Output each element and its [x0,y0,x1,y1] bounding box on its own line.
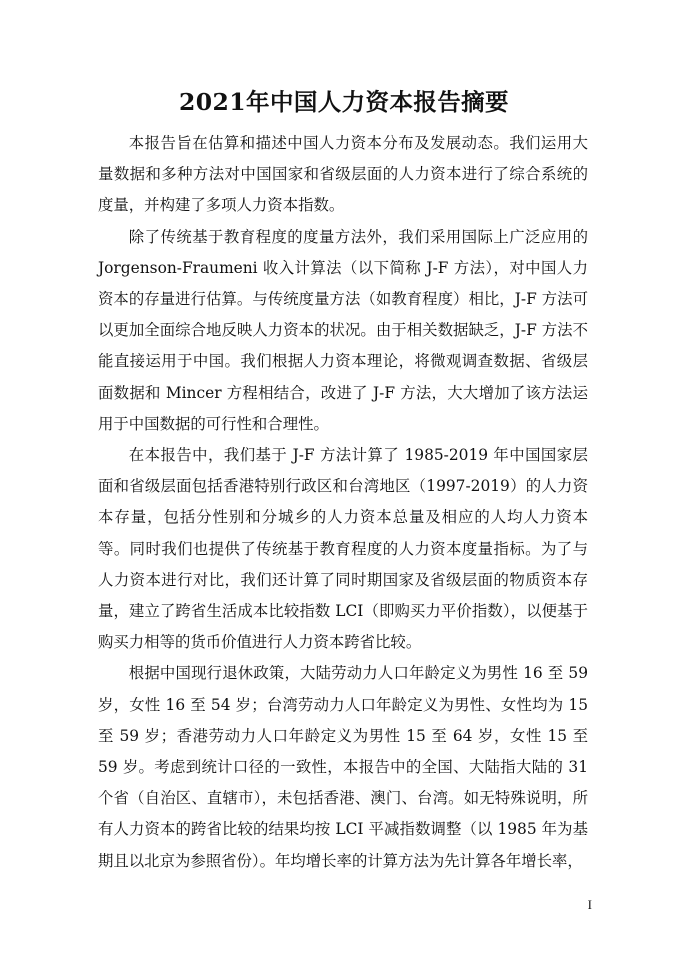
document-body [98,128,588,877]
paragraph-definitions: 根据中国现行退休政策，大陆劳动力人口年龄定义为男性 16 至 59 岁，女性 16 至 54 岁；台湾劳动力人口年龄定义为男性、女性均为 15 至 59 岁；香港劳动力人口年龄定义为男性 15 至 64 岁，女性 15 至 59 岁。考虑到统计口径的一致性，本报告中的全国、大陆指大陆的 31 个省（自治区、直辖市），未包括香港、澳门、台湾。如无特殊说明，所有人力资本的跨省比较的结果均按 LCI 平减指数调整（以 1985 年为基期且以北京为参照省份）。年均增长率的计算方法为先计算各年增长率， [98,664,588,870]
document-title: 2021年中国人力资本报告摘要 [179,88,509,116]
paragraph-purpose: 本报告旨在估算和描述中国人力资本分布及发展动态。我们运用大量数据和多种方法对中国国家和省级层面的人力资本进行了综合系统的度量，并构建了多项人力资本指数。 [98,134,588,215]
paragraph-method: 除了传统基于教育程度的度量方法外，我们采用国际上广泛应用的 Jorgenson-Fraumeni 收入计算法（以下简称 J-F 方法），对中国人力资本的存量进行估算。与传统度量方法（如教育程度）相比，J-F 方法可以更加全面综合地反映人力资本的状况。由于相关数据缺乏，J-F 方法不能直接运用于中国。我们根据人力资本理论，将微观调查数据、省级层面数据和 Mincer 方程相结合，改进了 J-F 方法，大大增加了该方法运用于中国数据的可行性和合理性。 [98,227,588,433]
paragraph-scope: 在本报告中，我们基于 J-F 方法计算了 1985-2019 年中国国家层面和省级层面包括香港特别行政区和台湾地区（1997-2019）的人力资本存量，包括分性别和分城乡的人力资本总量及相应的人均人力资本等。同时我们也提供了传统基于教育程度的人力资本度量指标。为了与人力资本进行对比，我们还计算了同时期国家及省级层面的物质资本存量，建立了跨省生活成本比较指数 LCI（即购买力平价指数），以便基于购买力相等的货币价值进行人力资本跨省比较。 [98,446,588,652]
page-number: I [587,897,592,912]
